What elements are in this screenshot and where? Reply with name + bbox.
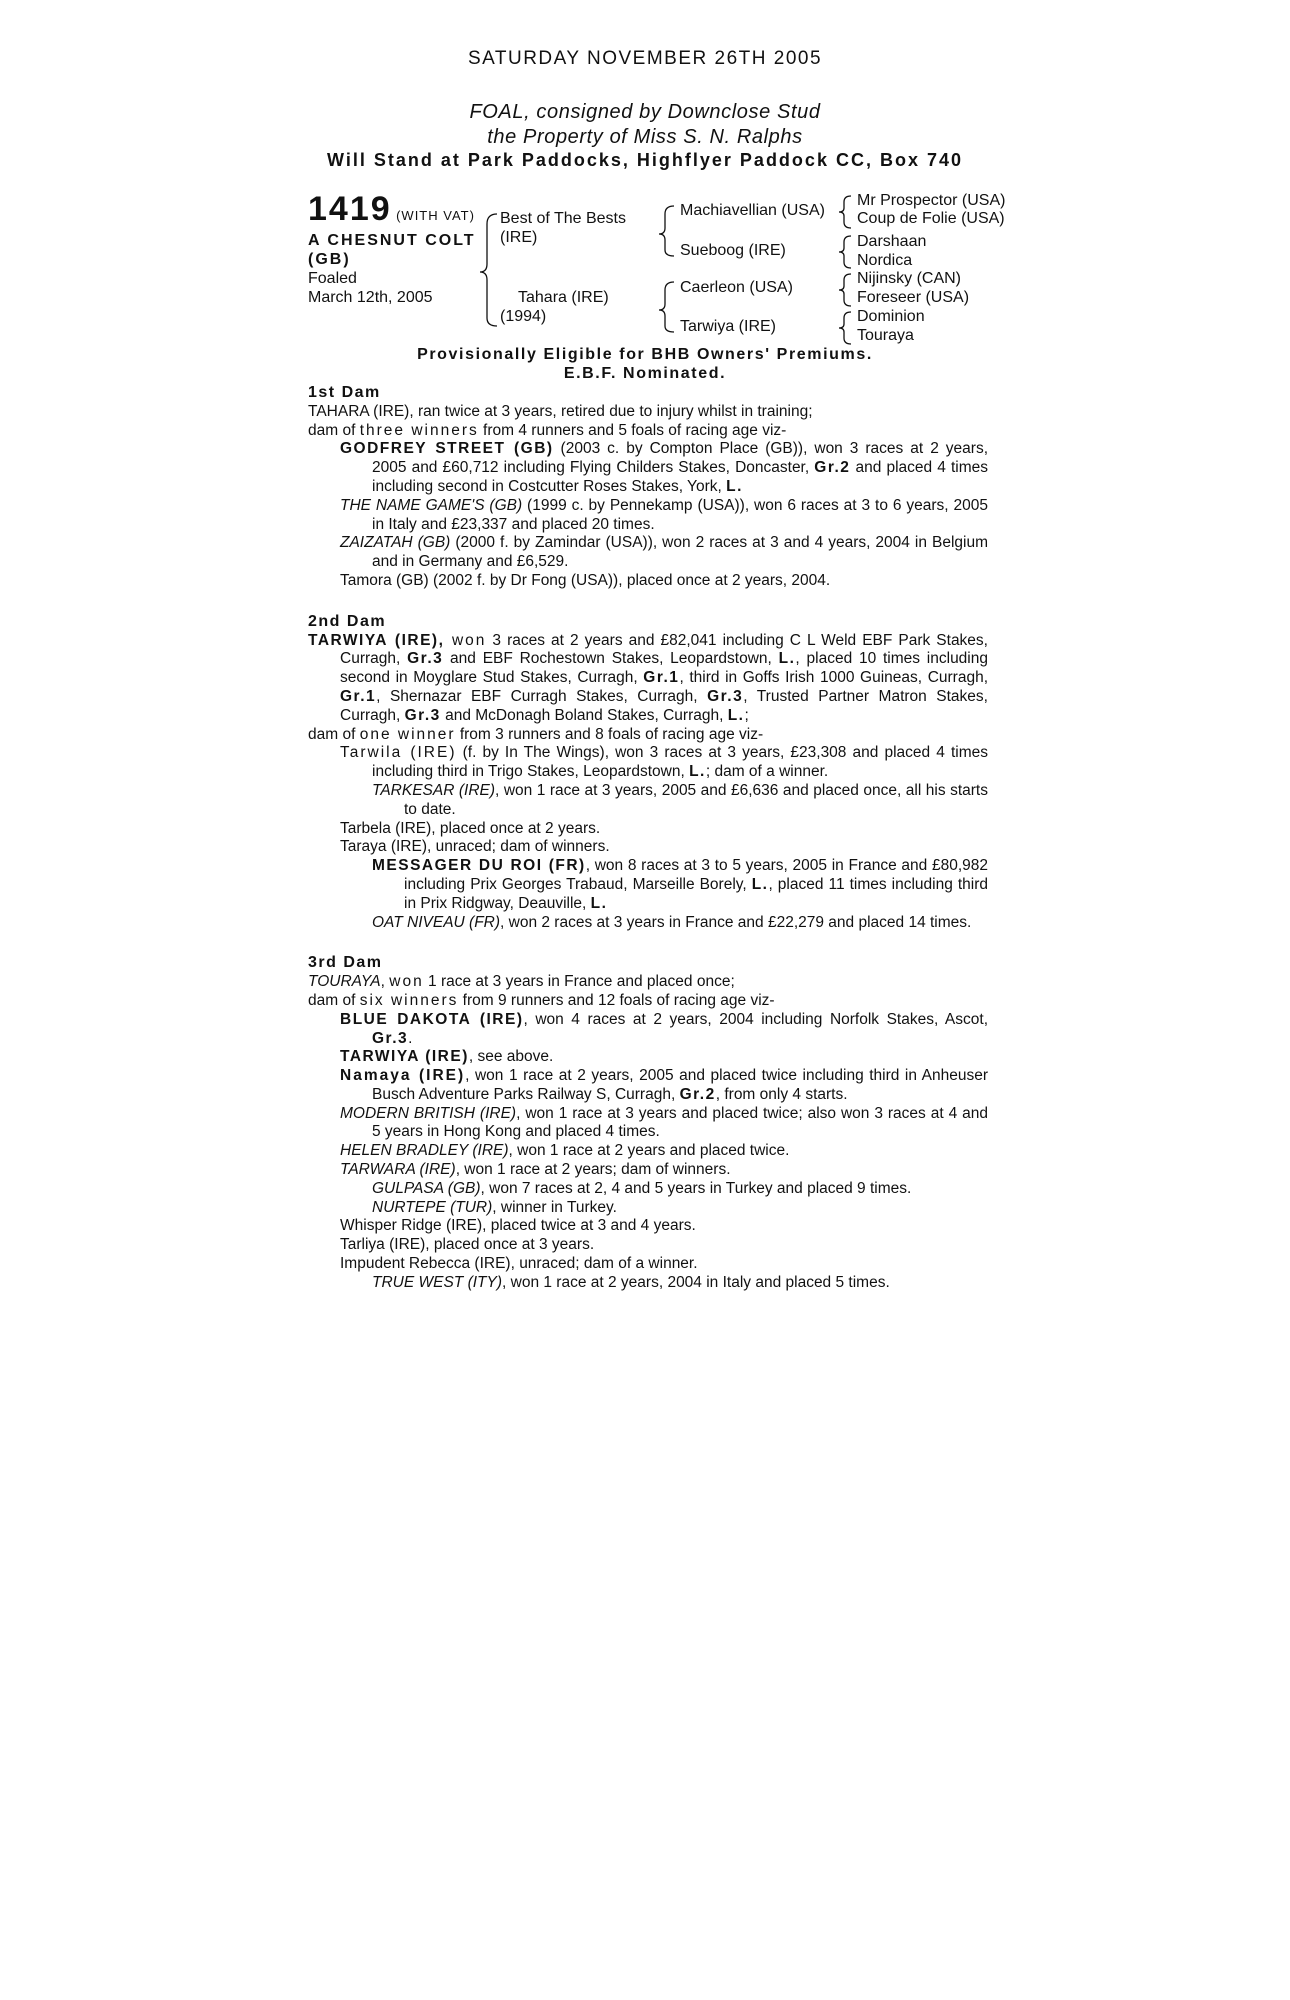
produce-entry — [308, 534, 988, 572]
produce-entry — [308, 1067, 988, 1105]
text: , won 8 races at 3 to 5 years, 2005 in France and £80,982 including Prix Georges Trabaud, Marseille Borely, — [404, 857, 988, 893]
text: , from only 4 starts. — [715, 1085, 848, 1103]
sire-sire: Machiavellian (USA) — [680, 202, 825, 219]
horse-name: MODERN BRITISH (IRE) — [340, 1104, 517, 1122]
text: , won 2 races at 3 years in France and £22,279 and placed 14 times. — [500, 913, 972, 931]
text: dam of — [308, 991, 360, 1009]
text: 3 races at 2 years and £82,041 including C L Weld EBF Park Stakes, Curragh, — [340, 631, 988, 668]
sire-name: Best of The Bests — [500, 210, 626, 227]
spacer — [308, 591, 988, 613]
text: , won 1 race at 3 years and placed twice; also won 3 races at 4 and 5 years in Hong Kong and placed 4 times. — [372, 1104, 988, 1141]
horse-name: HELEN BRADLEY (IRE) — [340, 1142, 509, 1160]
grade: Gr.3 — [707, 687, 744, 705]
produce-entry — [308, 1142, 988, 1161]
produce-entry — [308, 440, 988, 496]
text: won — [389, 973, 424, 991]
foaled-label: Foaled — [308, 270, 357, 287]
text: (f. by In The Wings), won 3 races at 3 years, £23,308 and placed 4 times including third in Trigo Stakes, Leopardstown, — [372, 744, 988, 781]
produce-entry — [308, 744, 988, 782]
horse-name: NURTEPE (TUR) — [372, 1198, 493, 1216]
grade: L. — [726, 477, 743, 495]
ebf-nominated: E.B.F. Nominated. — [563, 365, 727, 382]
produce-entry: Tamora (GB) (2002 f. by Dr Fong (USA)), placed once at 2 years, 2004. — [340, 571, 831, 589]
text: dam of — [308, 421, 360, 439]
horse-name: BLUE DAKOTA (IRE) — [340, 1010, 524, 1028]
pedigree-braces — [0, 0, 1290, 360]
grade: Gr.1 — [340, 687, 377, 705]
text: , won 7 races at 2, 4 and 5 years in Turkey and placed 9 times. — [480, 1179, 912, 1197]
first-dam-intro: TAHARA (IRE), ran twice at 3 years, retired due to injury whilst in training; — [308, 402, 813, 420]
produce-entry — [308, 1048, 988, 1067]
horse-name: THE NAME GAME'S (GB) — [340, 496, 523, 514]
owner-line: the Property of Miss S. N. Ralphs — [487, 126, 803, 148]
third-dam-heading: 3rd Dam — [308, 954, 383, 972]
horse-name: TOURAYA — [308, 973, 381, 991]
grandsire-8: Touraya — [857, 327, 914, 344]
grandsire-7: Dominion — [857, 308, 925, 325]
grade: Gr.3 — [407, 650, 444, 668]
produce-entry: Impudent Rebecca (IRE), unraced; dam of a winner. — [340, 1255, 698, 1273]
text: , placed 10 times including second in Moyglare Stud Stakes, Curragh, — [340, 650, 988, 687]
winners-count: six winners — [359, 991, 459, 1009]
text: and McDonagh Boland Stakes, Curragh, — [440, 706, 728, 724]
grandsire-1: Mr Prospector (USA) — [857, 192, 1006, 209]
lot-number: 1419 — [308, 190, 392, 228]
horse-name: MESSAGER DU ROI (FR) — [372, 857, 586, 875]
horse-name: GODFREY STREET (GB) — [340, 440, 554, 458]
text: and placed 4 times including second in Costcutter Roses Stakes, York, — [372, 459, 988, 495]
produce-entry — [308, 497, 988, 535]
consignment-line: FOAL, consigned by Downclose Stud — [469, 101, 821, 123]
sire-country: (IRE) — [500, 229, 538, 246]
text: dam of — [308, 725, 360, 743]
produce-entry — [308, 782, 988, 820]
horse-name: Tarwila (IRE) — [340, 744, 457, 762]
vat-note: (WITH VAT) — [396, 208, 475, 223]
second-dam-produce-summary — [308, 726, 988, 745]
grade: L. — [590, 894, 608, 912]
text: ; dam of a winner. — [705, 763, 829, 781]
winners-count: three winners — [359, 421, 479, 439]
catalogue-body — [308, 384, 988, 1293]
text: ; — [744, 706, 749, 724]
produce-entry — [308, 857, 988, 913]
grade: L. — [727, 706, 745, 724]
text: , see above. — [468, 1048, 554, 1066]
horse-name: GULPASA (GB) — [372, 1179, 481, 1197]
text: , winner in Turkey. — [492, 1198, 617, 1216]
horse-name: TARWARA (IRE) — [340, 1161, 456, 1179]
text: 1 race at 3 years in France and placed once; — [423, 973, 735, 991]
grade: L. — [778, 650, 796, 668]
text: , won 1 race at 3 years, 2005 and £6,636 and placed once, all his starts to date. — [404, 781, 988, 818]
sale-date: SATURDAY NOVEMBER 26TH 2005 — [467, 48, 823, 69]
produce-entry: Whisper Ridge (IRE), placed twice at 3 and 4 years. — [340, 1217, 696, 1235]
pedigree-block — [0, 0, 1290, 360]
text: (2003 c. by Compton Place (GB)), won 3 races at 2 years, 2005 and £60,712 including Flying Childers Stakes, Doncaster, — [372, 440, 989, 477]
third-dam-intro — [308, 973, 988, 992]
dam-name: Tahara (IRE) — [518, 289, 609, 306]
grandsire-4: Nordica — [857, 252, 913, 269]
grade: Gr.2 — [814, 459, 851, 477]
first-dam-produce-summary — [308, 422, 988, 441]
produce-entry: Taraya (IRE), unraced; dam of winners. — [340, 838, 610, 856]
grade: Gr.1 — [643, 669, 680, 687]
text: , third in Goffs Irish 1000 Guineas, Curragh, — [679, 669, 988, 687]
third-dam-produce-summary — [308, 992, 988, 1011]
grandsire-3: Darshaan — [857, 233, 927, 250]
produce-entry — [308, 914, 988, 933]
text: , placed 11 times including third in Prix Ridgway, Deauville, — [404, 875, 988, 912]
text: . — [408, 1029, 413, 1047]
produce-entry — [308, 1011, 988, 1049]
dam-sire: Caerleon (USA) — [680, 279, 793, 296]
second-dam-heading: 2nd Dam — [308, 612, 387, 630]
horse-name: OAT NIVEAU (FR) — [372, 913, 501, 931]
horse-name: TARWIYA (IRE) — [340, 1048, 469, 1066]
text: , won 1 race at 2 years; dam of winners. — [455, 1161, 731, 1179]
grandsire-6: Foreseer (USA) — [857, 289, 970, 306]
horse-name: TARKESAR (IRE) — [372, 781, 496, 799]
grade: Gr.3 — [404, 706, 441, 724]
winners-count: one winner — [359, 725, 456, 743]
stand-location: Will Stand at Park Paddocks, Highflyer Paddock CC, Box 740 — [327, 150, 963, 170]
horse-name: Namaya (IRE) — [340, 1067, 466, 1085]
produce-entry: Tarliya (IRE), placed once at 3 years. — [340, 1236, 595, 1254]
sire-dam: Sueboog (IRE) — [680, 242, 786, 259]
foaled-date: March 12th, 2005 — [308, 289, 433, 306]
produce-entry — [308, 1199, 988, 1218]
text: from 9 runners and 12 foals of racing age viz- — [458, 991, 775, 1009]
lot-country: (GB) — [308, 251, 351, 268]
text: (1999 c. by Pennekamp (USA)), won 6 races at 3 to 6 years, 2005 in Italy and £23,337 and placed 20 times. — [372, 496, 988, 533]
produce-entry — [308, 1161, 988, 1180]
text: , won 1 race at 2 years, 2004 in Italy and placed 5 times. — [502, 1273, 890, 1291]
first-dam-heading: 1st Dam — [308, 384, 381, 401]
text: , won 4 races at 2 years, 2004 including Norfolk Stakes, Ascot, — [523, 1010, 989, 1028]
text: , — [380, 973, 390, 991]
grandsire-5: Nijinsky (CAN) — [857, 270, 961, 287]
grade: Gr.2 — [679, 1085, 716, 1103]
text: , won 1 race at 2 years and placed twice. — [508, 1142, 790, 1160]
text: , won 1 race at 2 years, 2005 and placed twice including third in Anheuser Busch Adventure Parks Railway S, Curragh, — [372, 1067, 988, 1103]
text: won — [451, 631, 487, 649]
horse-name: TRUE WEST (ITY) — [372, 1273, 503, 1291]
produce-entry — [308, 1180, 988, 1199]
dam-year: (1994) — [500, 308, 547, 325]
grade: L. — [751, 875, 769, 893]
text: and EBF Rochestown Stakes, Leopardstown, — [443, 650, 779, 668]
produce-entry: Tarbela (IRE), placed once at 2 years. — [340, 819, 601, 837]
bhb-eligibility: Provisionally Eligible for BHB Owners' Premiums. — [417, 346, 873, 363]
text: , Trusted Partner Matron Stakes, Curragh, — [340, 687, 988, 724]
dam-dam: Tarwiya (IRE) — [680, 318, 777, 335]
lot-description: A CHESNUT COLT — [308, 232, 476, 249]
grandsire-2: Coup de Folie (USA) — [857, 210, 1005, 227]
grade: Gr.3 — [372, 1029, 409, 1047]
spacer — [308, 932, 988, 954]
text: , Shernazar EBF Curragh Stakes, Curragh, — [376, 687, 708, 705]
text: (2000 f. by Zamindar (USA)), won 2 races at 3 and 4 years, 2004 in Belgium and in Germany and £6,529. — [372, 534, 988, 571]
text: from 4 runners and 5 foals of racing age viz- — [478, 421, 787, 439]
horse-name: TARWIYA (IRE), — [308, 631, 452, 649]
produce-entry — [308, 1105, 988, 1143]
produce-entry — [308, 1274, 988, 1293]
horse-name: ZAIZATAH (GB) — [340, 534, 451, 552]
text: from 3 runners and 8 foals of racing age viz- — [455, 725, 764, 743]
second-dam-intro — [308, 632, 988, 726]
grade: L. — [689, 763, 706, 781]
